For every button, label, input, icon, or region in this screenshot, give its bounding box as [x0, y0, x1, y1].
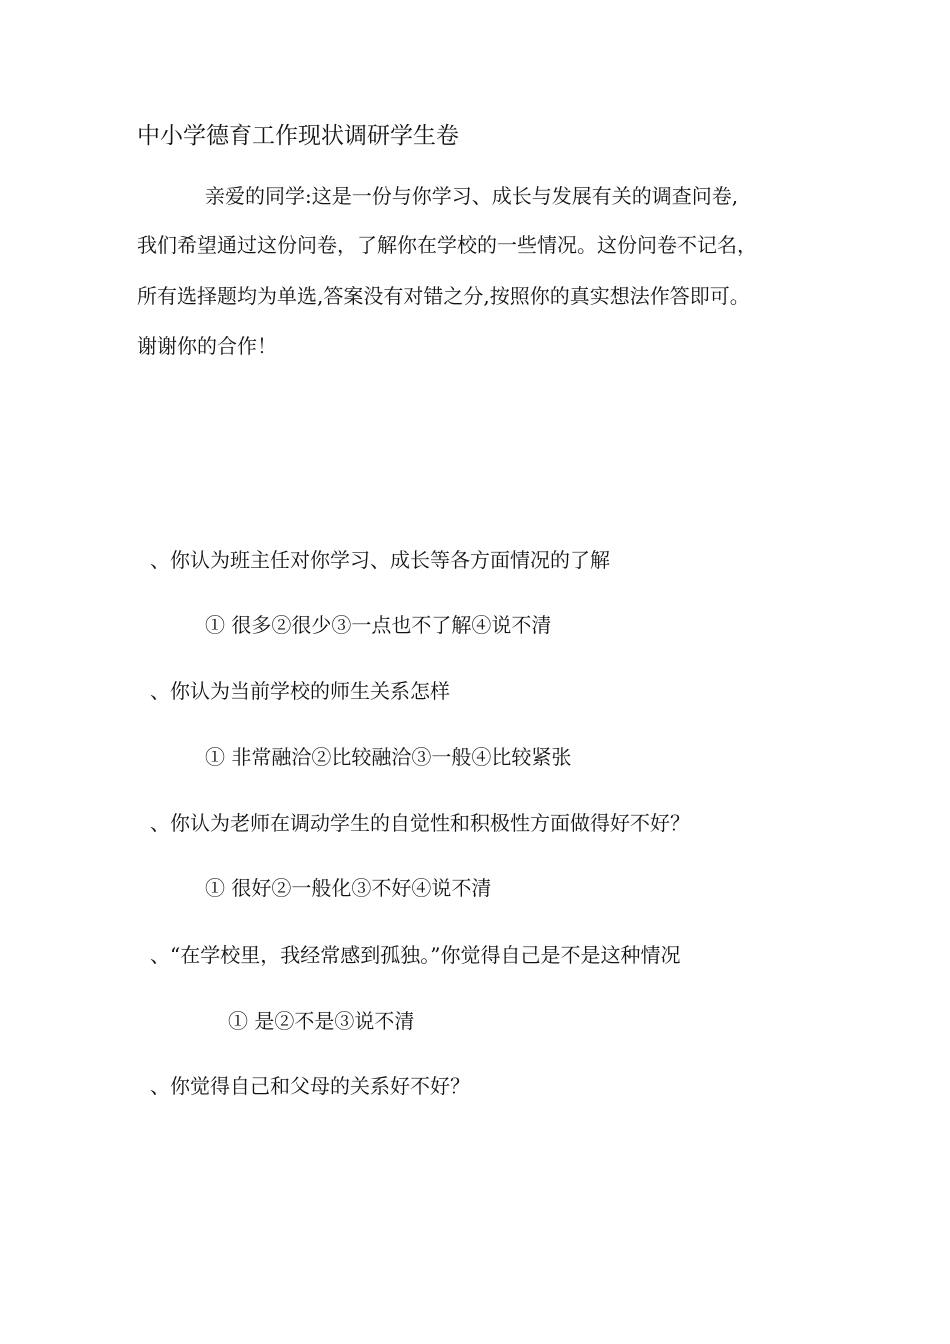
question-4: 、“在学校里，我经常感到孤独。”你觉得自己是不是这种情况 — [150, 943, 681, 967]
intro-line-4: 谢谢你的合作！ — [137, 334, 277, 358]
intro-line-2: 我们希望通过这份问卷，了解你在学校的一些情况。这份问卷不记名， — [137, 233, 757, 257]
question-3: 、你认为老师在调动学生的自觉性和积极性方面做得好不好？ — [150, 811, 690, 835]
question-4-options: ① 是②不是③说不清 — [228, 1009, 415, 1033]
question-3-options: ① 很好②一般化③不好④说不清 — [205, 876, 492, 900]
question-1-options: ① 很多②很少③一点也不了解④说不清 — [205, 613, 552, 637]
intro-line-3: 所有选择题均为单选,答案没有对错之分,按照你的真实想法作答即可。 — [137, 284, 750, 308]
question-1: 、你认为班主任对你学习、成长等各方面情况的了解 — [150, 548, 610, 572]
question-5: 、你觉得自己和父母的关系好不好？ — [150, 1074, 470, 1098]
question-2: 、你认为当前学校的师生关系怎样 — [150, 679, 450, 703]
intro-line-1: 亲爱的同学:这是一份与你学习、成长与发展有关的调查问卷, — [205, 184, 739, 208]
question-2-options: ① 非常融洽②比较融洽③一般④比较紧张 — [205, 745, 572, 769]
page-title: 中小学德育工作现状调研学生卷 — [137, 123, 459, 149]
